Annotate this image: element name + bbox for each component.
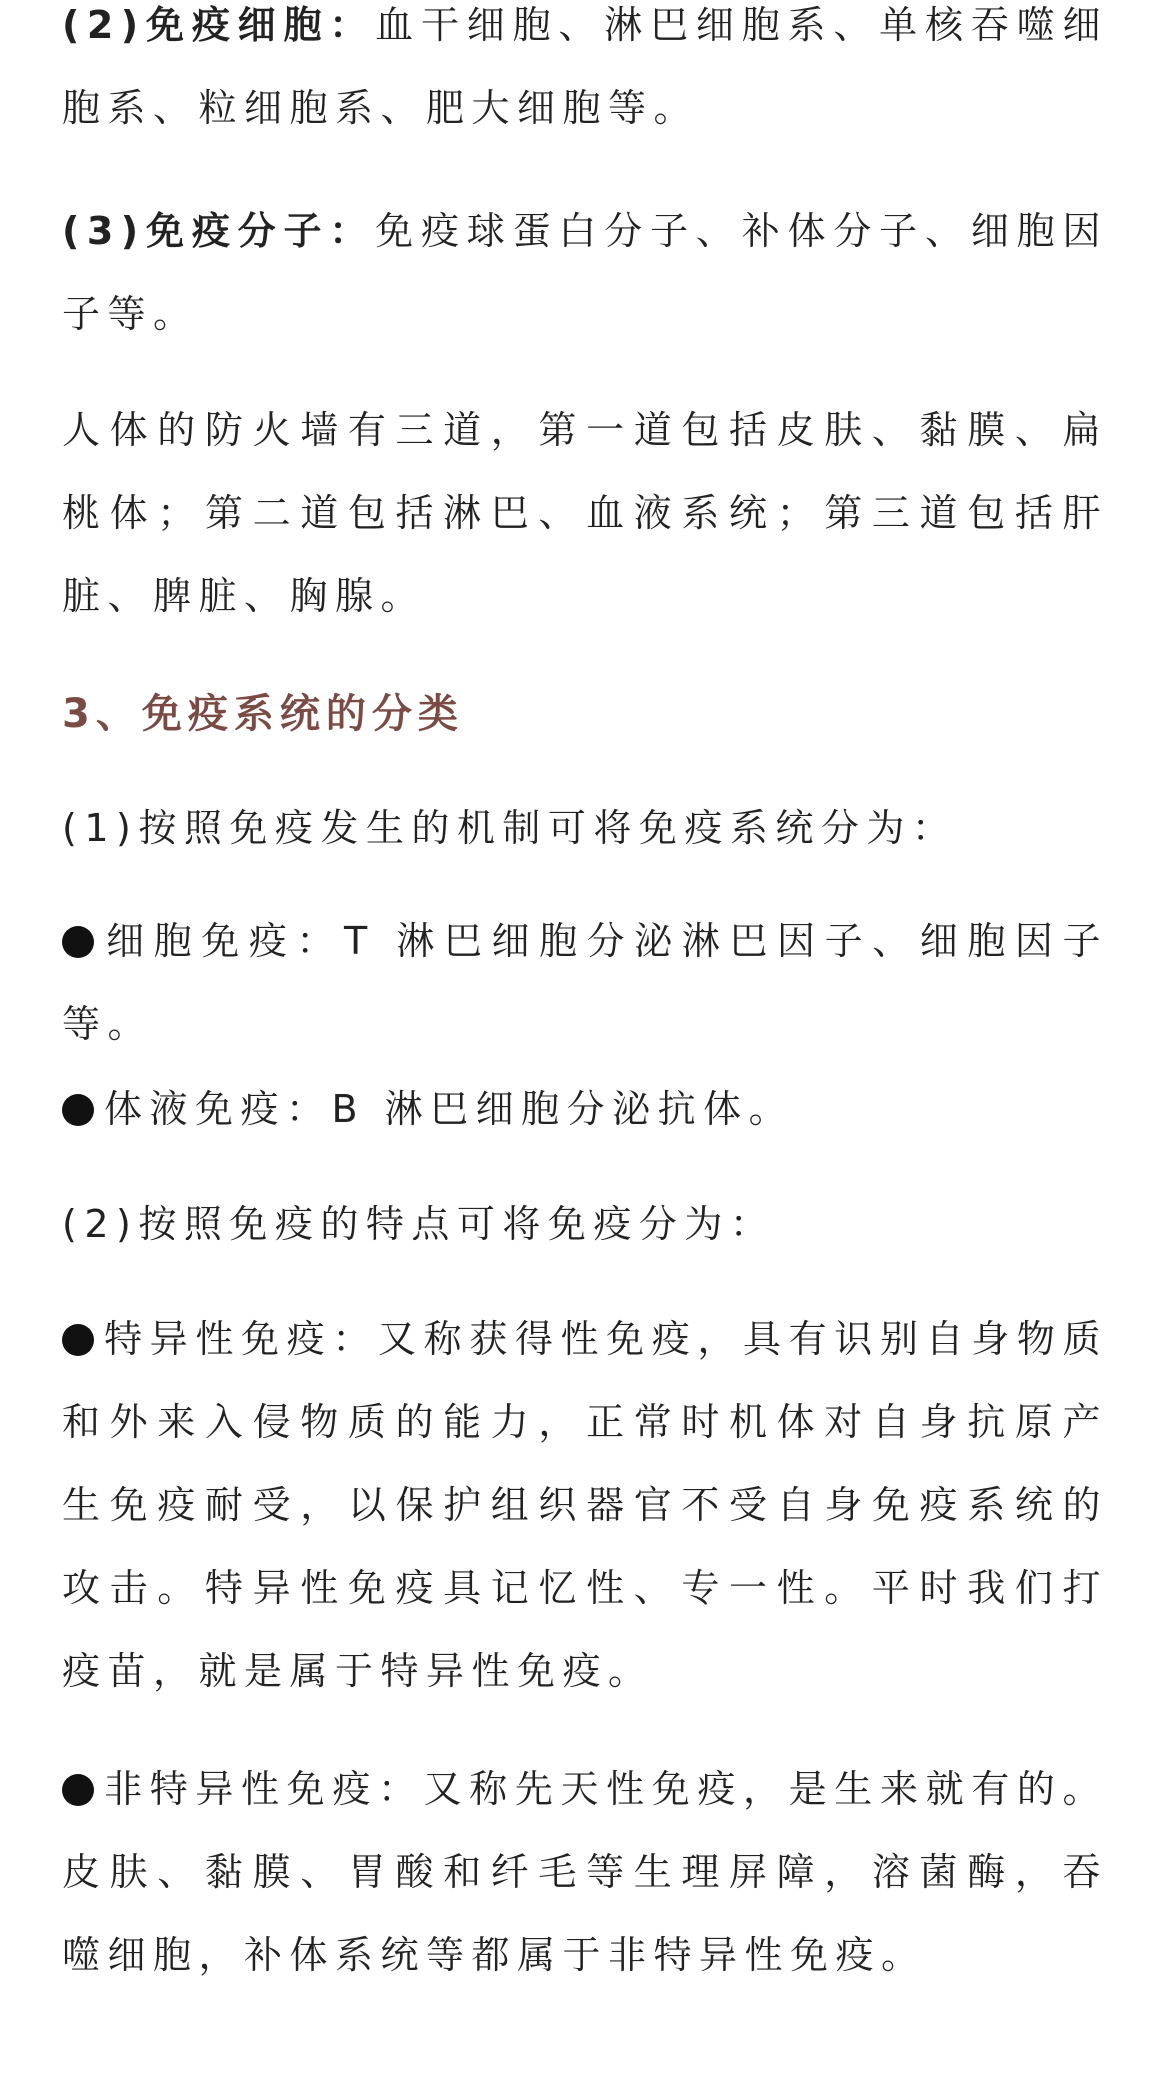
sub1-title [62, 787, 1108, 870]
bullet-dot-icon [62, 1324, 94, 1356]
bullet-cellular-immunity [62, 900, 1108, 1066]
bullet-dot-icon [62, 926, 94, 958]
item-immune-molecules-label: (3)免疫分子： [62, 209, 376, 253]
sub2-title [62, 1183, 1108, 1266]
bullet-humoral-immunity-text: 体液免疫：B 淋巴细胞分泌抗体。 [104, 1087, 795, 1131]
item-immune-cells [62, 0, 1108, 150]
item-immune-cells-label: (2)免疫细胞： [62, 3, 376, 47]
bullet-dot-icon [62, 1774, 94, 1806]
bullet-cellular-immunity-text: 细胞免疫：T 淋巴细胞分泌淋巴因子、细胞因子等。 [62, 919, 1108, 1046]
bullet-dot-icon [62, 1094, 94, 1126]
bullet-nonspecific-immunity-text: 非特异性免疫：又称先天性免疫，是生来就有的。皮肤、黏膜、胃酸和纤毛等生理屏障，溶菌酶，吞噬细胞，补体系统等都属于非特异性免疫。 [62, 1767, 1108, 1977]
sub2-title-text: (2)按照免疫的特点可将免疫分为： [62, 1202, 776, 1246]
item-immune-molecules-text: 免疫球蛋白分子、补体分子、细胞因子等。 [62, 209, 1108, 336]
section-heading: 3、免疫系统的分类 [62, 691, 464, 737]
bullet-specific-immunity-text: 特异性免疫：又称获得性免疫，具有识别自身物质和外来入侵物质的能力，正常时机体对自身抗原产生免疫耐受，以保护组织器官不受自身免疫系统的攻击。特异性免疫具记忆性、专一性。平时我们打疫苗，就是属于特异性免疫。 [62, 1317, 1108, 1693]
bullet-humoral-immunity [62, 1068, 1108, 1151]
bullet-nonspecific-immunity [62, 1748, 1108, 1997]
firewall-paragraph [62, 389, 1108, 638]
item-immune-cells-text: 血干细胞、淋巴细胞系、单核吞噬细胞系、粒细胞系、肥大细胞等。 [62, 3, 1108, 130]
sub1-title-text: (1)按照免疫发生的机制可将免疫系统分为： [62, 806, 958, 850]
bullet-specific-immunity [62, 1298, 1108, 1713]
item-immune-molecules [62, 190, 1108, 356]
firewall-text: 人体的防火墙有三道，第一道包括皮肤、黏膜、扁桃体；第二道包括淋巴、血液系统；第三道包括肝脏、脾脏、胸腺。 [62, 408, 1108, 618]
